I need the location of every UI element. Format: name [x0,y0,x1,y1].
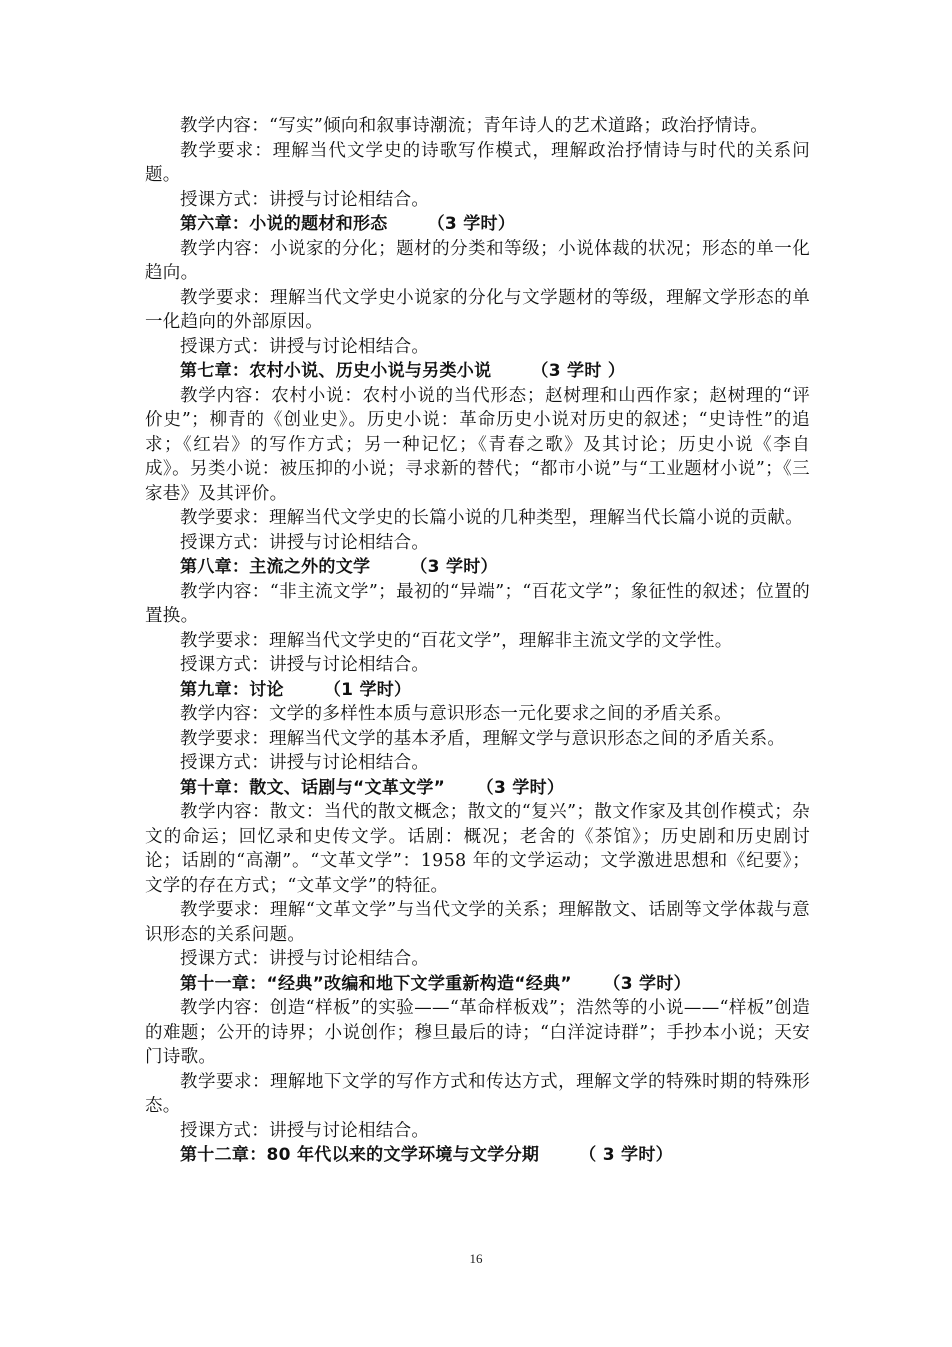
chapter-heading [145,212,810,237]
teaching-method-paragraph: 授课方式：讲授与讨论相结合。 [180,753,430,773]
chapter-heading [145,359,810,384]
chapter-hours: （3 学时） [485,777,565,798]
chapter-title: 第七章：农村小说、历史小说与另类小说 [180,361,492,381]
teaching-method-paragraph: 授课方式：讲授与讨论相结合。 [180,189,430,210]
chapter-heading [145,1143,810,1168]
chapter-hours: （3 学时） [410,557,498,577]
teaching-requirement-paragraph: 教学要求：理解当代文学史的长篇小说的几种类型，理解当代长篇小说的贡献。 [180,508,803,528]
page-content [145,114,810,1168]
teaching-content-paragraph: 教学内容：散文：当代的散文概念；散文的“复兴”；散文作家及其创作模式；杂文的命运；回忆录和史传文学。话剧：概况；老舍的《茶馆》；历史剧和历史剧讨论；话剧的“高潮”。“文革文学”：1958 年的文学运动；文学激进思想和《纪要》；文学的存在方式；“文革文学”的特征。 [145,802,810,896]
chapter-title: 第十章：散文、话剧与“文革文学” [180,777,446,798]
page-number: 16 [469,1251,483,1266]
teaching-content-paragraph: 教学内容：小说家的分化；题材的分类和等级；小说体裁的状况；形态的单一化趋向。 [145,238,810,283]
chapter-hours: （3 学时） [427,214,516,234]
chapter-hours: （1 学时） [323,679,412,700]
teaching-method-paragraph: 授课方式：讲授与讨论相结合。 [180,1120,430,1141]
chapter-title: 第九章：讨论 [180,679,284,700]
teaching-content-paragraph: 教学内容：农村小说：农村小说的当代形态；赵树理和山西作家；赵树理的“评价史”；柳青的《创业史》。历史小说：革命历史小说对历史的叙述；“史诗性”的追求；《红岩》的写作方式；另一种记忆；《青春之歌》及其讨论；历史小说《李自成》。另类小说：被压抑的小说；寻求新的替代；“都市小说”与“工业题材小说”；《三家巷》及其评价。 [145,385,810,504]
teaching-requirement-paragraph: 教学要求：理解当代文学史的“百花文学”，理解非主流文学的文学性。 [180,630,733,651]
teaching-requirement-paragraph: 教学要求：理解当代文学史的诗歌写作模式，理解政治抒情诗与时代的关系问题。 [145,140,810,185]
teaching-content-paragraph: 教学内容：创造“样板”的实验——“革命样板戏”；浩然等的小说——“样板”创造的难题；公开的诗界；小说创作；穆旦最后的诗；“白洋淀诗群”；手抄本小说；天安门诗歌。 [145,998,810,1067]
chapter-heading [145,972,810,997]
teaching-method-paragraph: 授课方式：讲授与讨论相结合。 [180,655,430,675]
chapter-title: 第十二章：80 年代以来的文学环境与文学分期 [180,1145,540,1165]
chapter-title: 第八章：主流之外的文学 [180,557,371,577]
teaching-content-paragraph: 教学内容：文学的多样性本质与意识形态一元化要求之间的矛盾关系。 [180,704,732,724]
chapter-title: 第六章：小说的题材和形态 [180,214,388,234]
chapter-heading [145,678,810,703]
teaching-method-paragraph: 授课方式：讲授与讨论相结合。 [180,949,430,969]
chapter-hours: （ 3 学时） [579,1145,673,1165]
teaching-method-paragraph: 授课方式：讲授与讨论相结合。 [180,532,430,553]
chapter-hours: （3 学时） [611,973,691,994]
chapter-heading [145,776,810,801]
chapter-hours: （3 学时 ） [531,361,626,381]
teaching-requirement-paragraph: 教学要求：理解当代文学史小说家的分化与文学题材的等级，理解文学形态的单一化趋向的外部原因。 [145,287,810,332]
teaching-requirement-paragraph: 教学要求：理解“文革文学”与当代文学的关系；理解散文、话剧等文学体裁与意识形态的关系问题。 [145,900,810,945]
teaching-requirement-paragraph: 教学要求：理解地下文学的写作方式和传达方式，理解文学的特殊时期的特殊形态。 [145,1071,810,1116]
teaching-method-paragraph: 授课方式：讲授与讨论相结合。 [180,336,430,357]
chapter-title: 第十一章：“经典”改编和地下文学重新构造“经典” [180,973,572,994]
teaching-content-paragraph: 教学内容：“非主流文学”；最初的“异端”；“百花文学”；象征性的叙述；位置的置换。 [145,581,810,626]
teaching-requirement-paragraph: 教学要求：理解当代文学的基本矛盾，理解文学与意识形态之间的矛盾关系。 [180,728,786,749]
chapter-heading [145,555,810,580]
teaching-content-paragraph: 教学内容：“写实”倾向和叙事诗潮流；青年诗人的艺术道路；政治抒情诗。 [180,116,769,136]
